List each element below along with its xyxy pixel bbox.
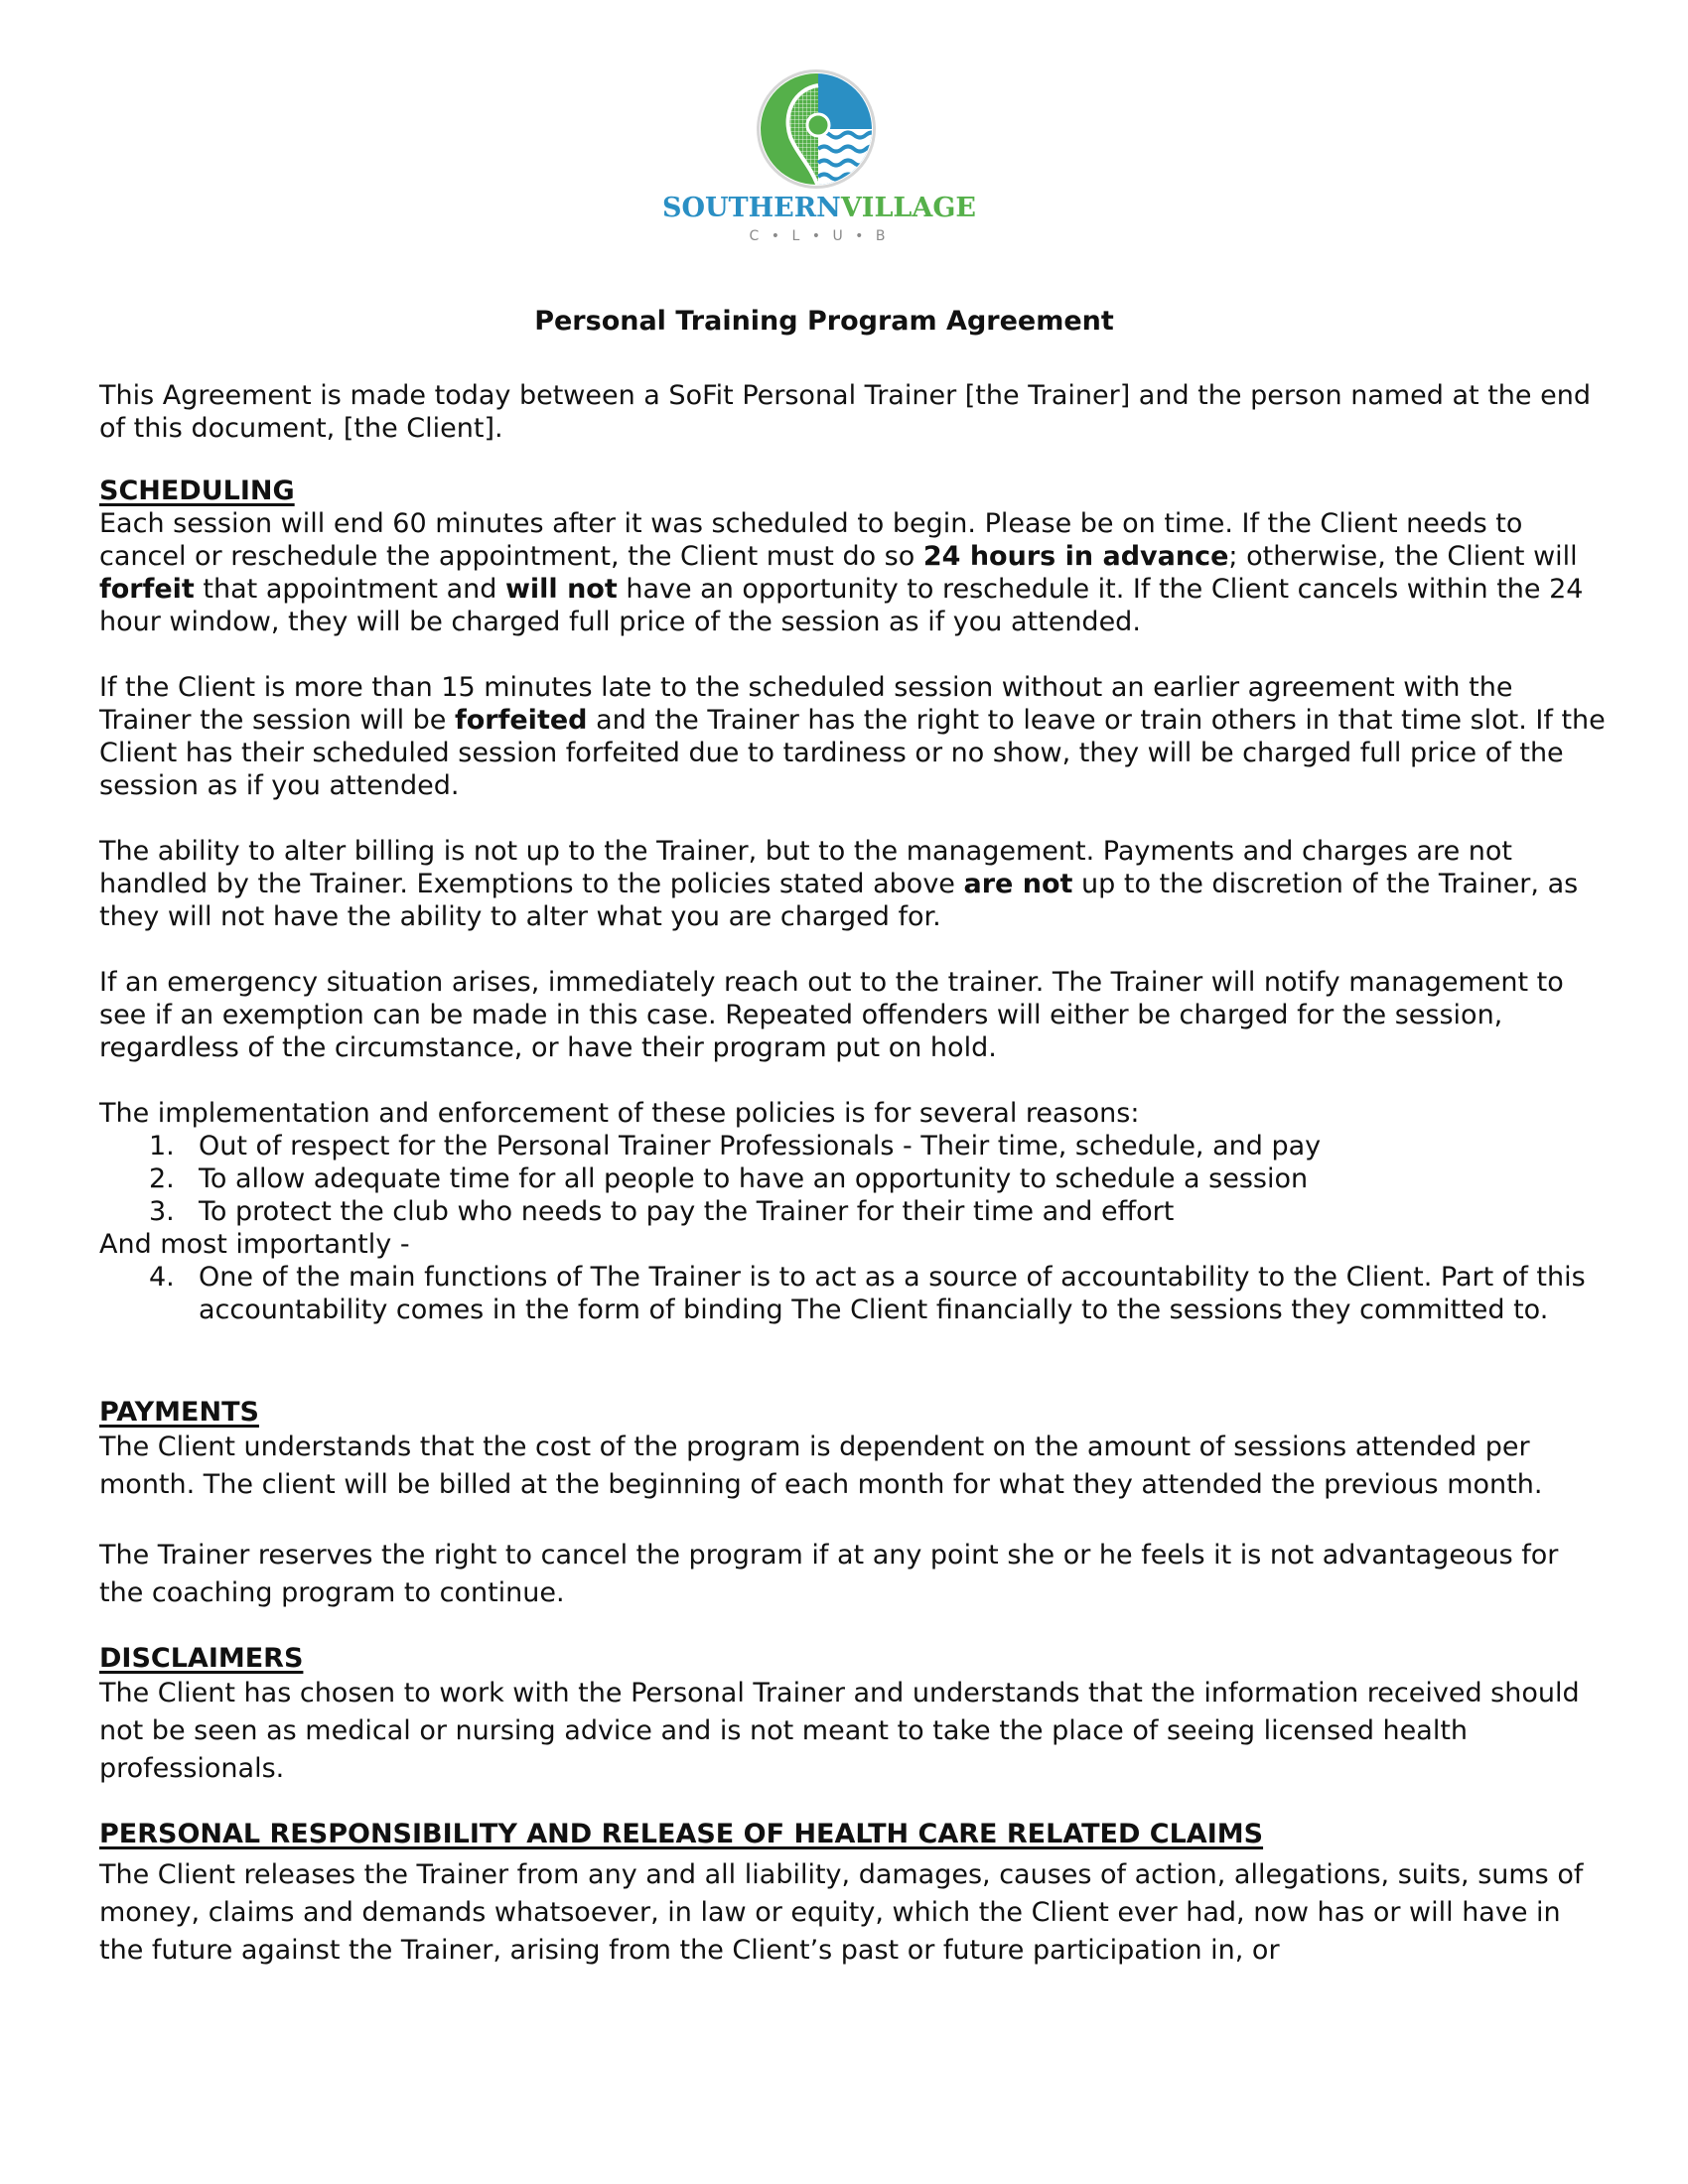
scheduling-paragraph-1: Each session will end 60 minutes after it was scheduled to begin. Please be on time. If the Client needs to cancel or reschedule the appointment, the Client must do so 24 hours in advance; otherwise, the Client will forfeit that appointment and will not have an opportunity to reschedule it. If the Client cancels within the 24 hour window, they will be charged full price of the session as if you attended.: [99, 508, 1584, 637]
scheduling-paragraph-2: If the Client is more than 15 minutes late to the scheduled session without an earlier agreement with the Trainer the session will be forfeited and the Trainer has the right to leave or train others in that time slot. If the Client has their scheduled session forfeited due to tardiness or no show, they will be charged full price of the session as if you attended.: [99, 672, 1606, 801]
club-logo: [655, 66, 1033, 254]
document-body: [99, 379, 1609, 1970]
document-title: Personal Training Program Agreement: [534, 306, 1114, 337]
reasons-intro: The implementation and enforcement of these policies is for several reasons:: [99, 1098, 1140, 1129]
list-item: 2. To allow adequate time for all people to have an opportunity to schedule a session: [149, 1163, 1309, 1194]
reasons-list: [99, 1130, 1609, 1228]
section-heading-scheduling: SCHEDULING: [99, 476, 295, 506]
club-name: SOUTHERNVILLAGE: [661, 193, 976, 223]
scheduling-paragraph-3: The ability to alter billing is not up to the Trainer, but to the management. Payments and charges are not handled by the Trainer. Exemptions to the policies stated above are not up to the discretion of the Trainer, as they will not have the ability to alter what you are charged for.: [99, 836, 1579, 932]
list-item: 4. One of the main functions of The Trainer is to act as a source of accountability to the Client. Part of this accountability comes in the form of binding The Client financially to the sessions they committed to.: [149, 1262, 1586, 1325]
payments-paragraph-2: The Trainer reserves the right to cancel the program if at any point she or he feels it is not advantageous for the coaching program to continue.: [99, 1540, 1559, 1608]
reasons-list-continued: [99, 1261, 1609, 1326]
release-paragraph-1: The Client releases the Trainer from any and all liability, damages, causes of action, allegations, suits, sums of money, claims and demands whatsoever, in law or equity, which the Client ever had, now has or will have in the future against the Trainer, arising from the Client’s past or future participation in, or: [99, 1859, 1584, 1966]
list-item: 3. To protect the club who needs to pay the Trainer for their time and effort: [149, 1196, 1175, 1227]
disclaimers-paragraph-1: The Client has chosen to work with the Personal Trainer and understands that the information received should not be seen as medical or nursing advice and is not meant to take the place of seeing licensed health professionals.: [99, 1678, 1580, 1784]
release-section: [99, 1818, 1609, 1970]
tennis-racket-waves-emblem-icon: [755, 68, 878, 191]
payments-paragraph-1: The Client understands that the cost of the program is dependent on the amount of sessions attended per month. The client will be billed at the beginning of each month for what they attended the previous month.: [99, 1432, 1543, 1500]
scheduling-section: [99, 475, 1609, 1326]
club-subtitle: C • L • U • B: [749, 228, 890, 244]
intro-paragraph: This Agreement is made today between a SoFit Personal Trainer [the Trainer] and the person named at the end of this document, [the Client].: [99, 380, 1591, 444]
list-item: 1. Out of respect for the Personal Trainer Professionals - Their time, schedule, and pay: [149, 1131, 1322, 1161]
scheduling-paragraph-4: If an emergency situation arises, immediately reach out to the trainer. The Trainer will notify management to see if an exemption can be made in this case. Repeated offenders will either be charged for the session, regardless of the circumstance, or have their program put on hold.: [99, 967, 1564, 1063]
section-heading-disclaimers: DISCLAIMERS: [99, 1643, 304, 1674]
section-heading-payments: PAYMENTS: [99, 1397, 259, 1428]
most-importantly-label: And most importantly -: [99, 1229, 410, 1260]
payments-section: [99, 1396, 1609, 1612]
section-heading-release: PERSONAL RESPONSIBILITY AND RELEASE OF HEALTH CARE RELATED CLAIMS: [99, 1819, 1264, 1849]
disclaimers-section: [99, 1642, 1609, 1788]
